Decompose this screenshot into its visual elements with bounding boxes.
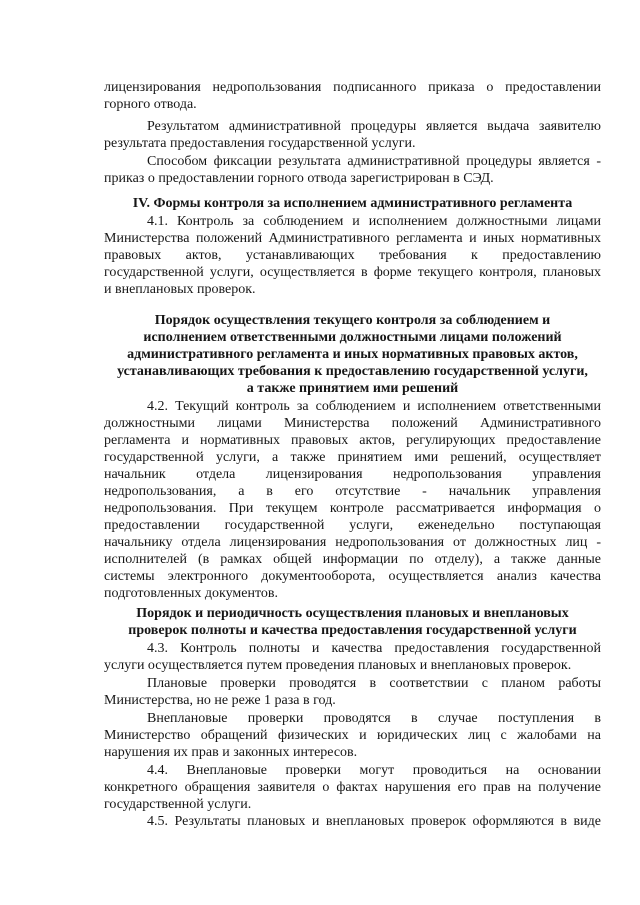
- section-iv-heading-block: [104, 195, 601, 212]
- heading-line: Порядок и периодичность осуществления плановых и внеплановых: [136, 606, 569, 621]
- heading-line: административного регламента и иных нормативных правовых актов,: [127, 347, 578, 362]
- text-line: недропользования, а в его отсутствие - начальник управления: [104, 484, 601, 499]
- text-line: правовых актов, устанавливающих требования к предоставлению: [104, 248, 601, 263]
- text-line: предоставлении государственной услуги, еженедельно поступающая: [104, 518, 601, 533]
- text-line: приказ о предоставлении горного отвода зарегистрирован в СЭД.: [104, 171, 494, 186]
- paragraph-4-1: [104, 213, 601, 298]
- text-line: Плановые проверки проводятся в соответствии с планом работы: [147, 676, 601, 691]
- intro-paragraph: [104, 79, 601, 113]
- text-line: начальник отдела лицензирования недропользования управления: [104, 467, 601, 482]
- heading-line: исполнением ответственными должностными лицами положений: [143, 330, 562, 345]
- text-line: Внеплановые проверки проводятся в случае поступления в: [147, 711, 601, 726]
- current-control-heading: [104, 312, 601, 397]
- text-line: 4.1. Контроль за соблюдением и исполнением должностными лицами: [147, 214, 601, 229]
- text-line: регламента и нормативных правовых актов, регулирующих предоставление: [104, 433, 601, 448]
- paragraph-4-3: [104, 640, 601, 674]
- text-line: услуги осуществляется путем проведения плановых и внеплановых проверок.: [104, 658, 572, 673]
- paragraph-unplanned: [104, 710, 601, 761]
- paragraph-4-4: [104, 762, 601, 813]
- text-line: подготовленных документов.: [104, 586, 279, 601]
- text-line: 4.2. Текущий контроль за соблюдением и исполнением ответственными: [147, 399, 601, 414]
- text-line: 4.3. Контроль полноты и качества предоставления государственной: [147, 641, 601, 656]
- paragraph-planned: [104, 675, 601, 709]
- text-line: государственной услуги, осуществляется в форме текущего контроля, плановых: [104, 265, 601, 280]
- text-line: системы электронного документооборота, осуществляется анализ качества: [104, 569, 601, 584]
- text-line: Министерства положений Административного регламента и иных нормативных: [104, 231, 601, 246]
- text-line: горного отвода.: [104, 97, 197, 112]
- paragraph-4-5: [104, 813, 601, 830]
- text-line: начальнику отдела лицензирования недропользования от должностных лиц -: [104, 535, 601, 550]
- inspections-heading: [104, 605, 601, 639]
- text-line: нарушения их прав и законных интересов.: [104, 745, 358, 760]
- text-line: Результатом административной процедуры является выдача заявителю: [147, 119, 601, 134]
- text-line: государственной услуги.: [104, 797, 252, 812]
- section-heading: IV. Формы контроля за исполнением административного регламента: [132, 196, 573, 211]
- paragraph-4-2: [104, 398, 601, 602]
- text-line: Министерство обращений физических и юридических лиц с жалобами на: [104, 728, 601, 743]
- text-line: лицензирования недропользования подписанного приказа о предоставлении: [104, 80, 601, 95]
- text-line: 4.4. Внеплановые проверки могут проводиться на основании: [147, 763, 601, 778]
- text-line: государственной услуги, а также принятием ими решений, осуществляет: [104, 450, 601, 465]
- heading-line: устанавливающих требования к предоставлению государственной услуги,: [117, 364, 588, 379]
- text-line: Министерства, но не реже 1 раза в год.: [104, 693, 336, 708]
- heading-line: а также принятием ими решений: [246, 381, 459, 396]
- heading-line: проверок полноты и качества предоставления государственной услуги: [128, 623, 577, 638]
- text-line: Способом фиксации результата административной процедуры является -: [147, 154, 601, 169]
- text-line: должностными лицами Министерства положений Административного: [104, 416, 601, 431]
- text-line: недропользования. При текущем контроле рассматривается информация о: [104, 501, 601, 516]
- fixation-paragraph: [104, 153, 601, 187]
- text-line: 4.5. Результаты плановых и внеплановых проверок оформляются в виде: [147, 814, 601, 829]
- text-line: и внеплановых проверок.: [104, 282, 256, 297]
- text-line: исполнителей (в рамках общей информации по отделу), а также данные: [104, 552, 601, 567]
- text-line: результата предоставления государственной услуги.: [104, 136, 416, 151]
- heading-line: Порядок осуществления текущего контроля за соблюдением и: [154, 313, 551, 328]
- text-line: конкретного обращения заявителя о фактах нарушения его прав на получение: [104, 780, 601, 795]
- result-paragraph: [104, 118, 601, 152]
